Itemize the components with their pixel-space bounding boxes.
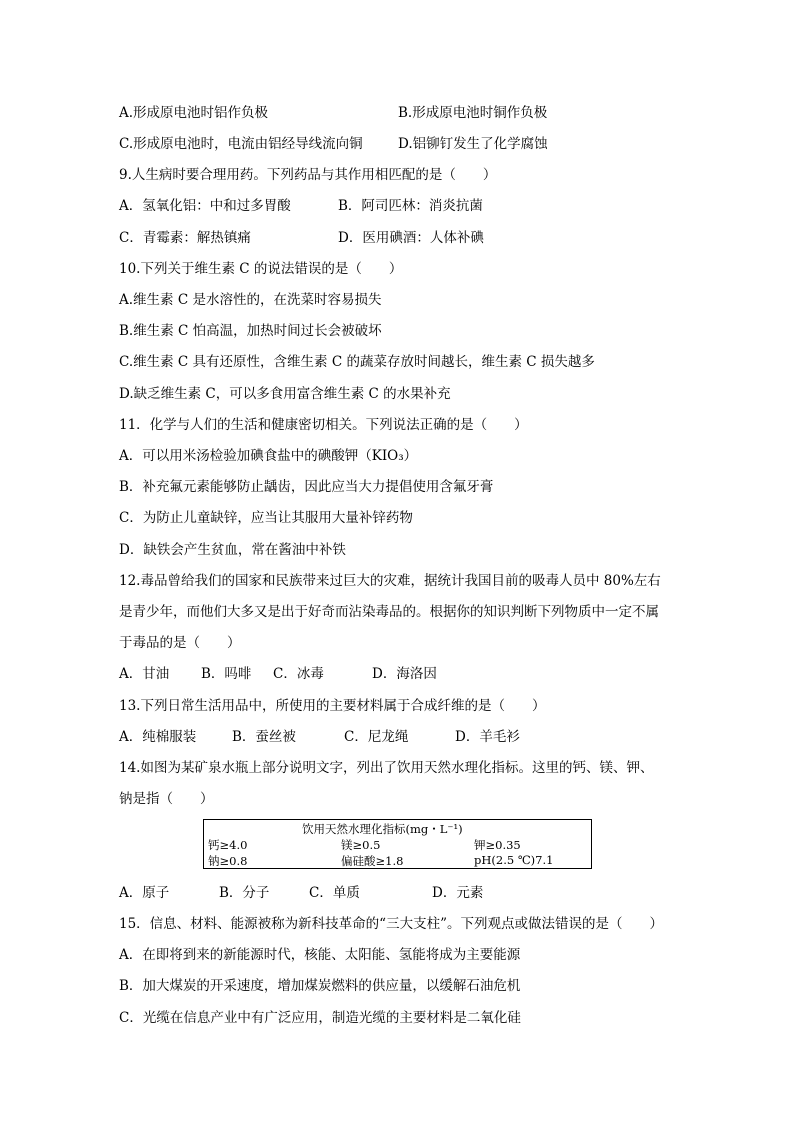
table-cell-potassium: 钾≥0.35	[474, 838, 521, 852]
q15-option-b: B．加大煤炭的开采速度，增加煤炭燃料的供应量，以缓解石油危机	[119, 978, 521, 994]
q10-stem: 10.下列关于维生素 C 的说法错误的是（ ）	[119, 261, 403, 277]
q12-stem-line2: 是青少年，而他们大多又是出于好奇而沾染毒品的。根据你的知识判断下列物质中一定不属	[119, 604, 659, 620]
q9-option-d: D．医用碘酒：人体补碘	[338, 230, 484, 246]
table-cell-calcium: 钙≥4.0	[208, 838, 248, 852]
q10-option-b: B.维生素 C 怕高温，加热时间过长会被破坏	[119, 323, 382, 339]
q12-stem-line1: 12.毒品曾给我们的国家和民族带来过巨大的灾难，据统计我国目前的吸毒人员中 80%左右	[119, 573, 661, 589]
q14-stem-line2: 钠是指（ ）	[119, 791, 214, 807]
q13-stem: 13.下列日常生活用品中，所使用的主要材料属于合成纤维的是（ ）	[119, 698, 546, 714]
q15-stem: 15．信息、材料、能源被称为新科技革命的“三大支柱”。下列观点或做法错误的是（ ）	[119, 916, 663, 932]
q10-option-a: A.维生素 C 是水溶性的，在洗菜时容易损失	[119, 292, 382, 308]
q13-option-a: A．纯棉服装	[119, 729, 197, 745]
q14-option-a: A．原子	[119, 885, 170, 901]
q14-stem-line1: 14.如图为某矿泉水瓶上部分说明文字，列出了饮用天然水理化指标。这里的钙、镁、钾、	[119, 760, 654, 776]
q9-option-b: B．阿司匹林：消炎抗菌	[338, 198, 483, 214]
q9-option-a: A．氢氧化铝：中和过多胃酸	[119, 198, 291, 214]
q11-option-d: D．缺铁会产生贫血，常在酱油中补铁	[119, 542, 346, 558]
q8-option-d: D.铝铆钉发生了化学腐蚀	[398, 136, 548, 152]
q11-option-a: A．可以用米汤检验加碘食盐中的碘酸钾（KIO₃）	[119, 448, 418, 464]
q12-option-d: D．海洛因	[372, 666, 437, 682]
q9-stem: 9.人生病时要合理用药。下列药品与其作用相匹配的是（ ）	[119, 167, 497, 183]
q8-option-b: B.形成原电池时铜作负极	[398, 105, 548, 121]
water-index-table	[203, 819, 592, 869]
q11-option-b: B．补充氟元素能够防止龋齿，因此应当大力提倡使用含氟牙膏	[119, 479, 494, 495]
table-cell-ph: pH(2.5 ℃)7.1	[474, 853, 554, 867]
q13-option-b: B．蚕丝被	[232, 729, 296, 745]
q9-option-c: C．青霉素：解热镇痛	[119, 230, 251, 246]
q15-option-c: C．光缆在信息产业中有广泛应用，制造光缆的主要材料是二氧化硅	[119, 1010, 521, 1026]
q11-stem: 11．化学与人们的生活和健康密切相关。下列说法正确的是（ ）	[119, 417, 528, 433]
q8-option-c: C.形成原电池时，电流由铝经导线流向铜	[119, 136, 363, 152]
table-title: 饮用天然水理化指标(mg・L⁻¹)	[302, 822, 463, 836]
q14-option-b: B．分子	[219, 885, 270, 901]
q10-option-c: C.维生素 C 具有还原性，含维生素 C 的蔬菜存放时间越长，维生素 C 损失越多	[119, 354, 595, 370]
q11-option-c: C．为防止儿童缺锌，应当让其服用大量补锌药物	[119, 510, 413, 526]
table-cell-metasilicic-acid: 偏硅酸≥1.8	[341, 854, 404, 868]
q12-option-b: B．吗啡	[201, 666, 252, 682]
q8-option-a: A.形成原电池时铝作负极	[119, 105, 269, 121]
q14-option-d: D．元素	[432, 885, 484, 901]
q10-option-d: D.缺乏维生素 C，可以多食用富含维生素 C 的水果补充	[119, 386, 451, 402]
q13-option-d: D．羊毛衫	[455, 729, 520, 745]
q14-option-c: C．单质	[309, 885, 360, 901]
q12-stem-line3: 于毒品的是（ ）	[119, 635, 241, 651]
q13-option-c: C．尼龙绳	[344, 729, 409, 745]
q12-option-c: C．冰毒	[273, 666, 324, 682]
table-cell-magnesium: 镁≥0.5	[341, 838, 381, 852]
table-cell-sodium: 钠≥0.8	[208, 854, 248, 868]
q15-option-a: A．在即将到来的新能源时代，核能、太阳能、氢能将成为主要能源	[119, 947, 521, 963]
q12-option-a: A．甘油	[119, 666, 170, 682]
